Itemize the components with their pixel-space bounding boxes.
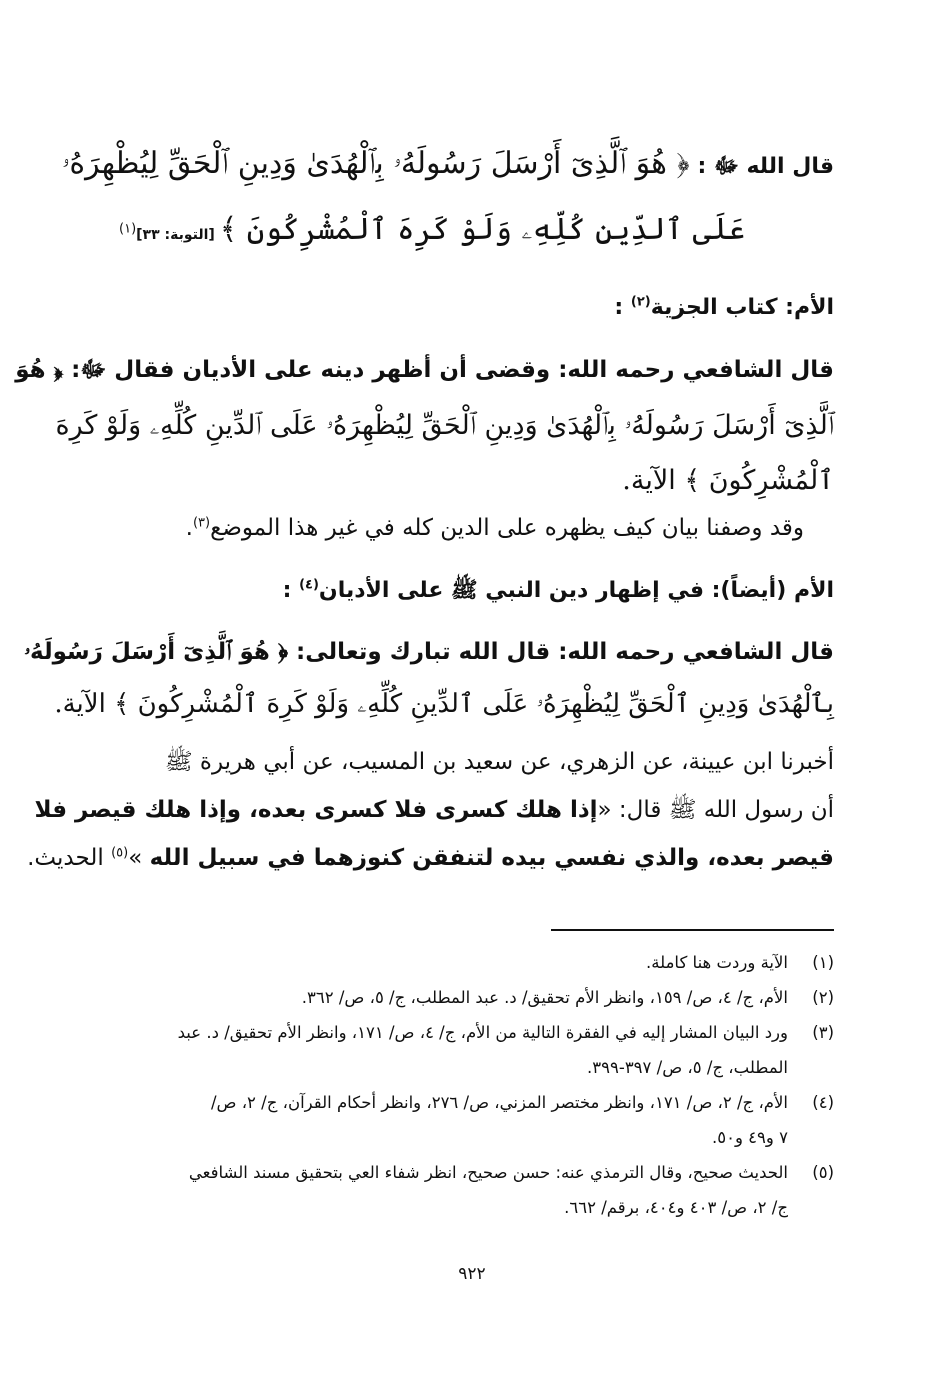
footnote-number: (٣) xyxy=(812,1023,834,1042)
quran-quote: عَلَى ٱلدِّينِ كُلِّهِۦ وَلَوْ كَرِهَ ٱلْمُشْرِكُونَ ﴾ xyxy=(219,212,746,247)
footnote-item xyxy=(99,1085,834,1155)
footnote-number: (٥) xyxy=(812,1163,834,1182)
section-title: الأم (أيضاً): في إظهار دين النبي ﷺ على الأديان xyxy=(318,578,834,603)
hadith-intro: أن رسول الله ﷺ قال: « xyxy=(597,797,834,823)
paragraph-line: ٱلَّذِىٓ أَرْسَلَ رَسُولَهُۥ بِٱلْهُدَىٰ وَدِينِ ٱلْحَقِّ لِيُظْهِرَهُۥ عَلَى ٱلدِّينِ كُلِّهِۦ وَلَوْ كَرِهَ xyxy=(55,410,834,441)
footnote-item xyxy=(99,980,834,1015)
hadith-text: قيصر بعده، والذي نفسي بيده لتنفقن كنوزهما في سبيل الله xyxy=(149,845,834,871)
heading-colon: : xyxy=(282,578,292,603)
footnote-marker: (٢) xyxy=(630,294,651,310)
footnote-separator xyxy=(551,929,834,931)
footnote-item xyxy=(99,945,834,980)
footnote-text: الحديث صحيح، وقال الترمذي عنه: حسن صحيح، انظر شفاء العي بتحقيق مسند الشافعي xyxy=(188,1163,788,1182)
paragraph-line: قال الشافعي رحمه الله: قال الله تبارك وتعالى: ﴿ هُوَ ٱلَّذِىٓ أَرْسَلَ رَسُولَهُۥ xyxy=(24,639,834,665)
footnote-text: الأم، ج/ ٤، ص/ ١٥٩، وانظر الأم تحقيق/ د. عبد المطلب، ج/ ٥، ص/ ٣٦٢. xyxy=(301,988,788,1007)
section1-paragraph-1 xyxy=(15,343,834,508)
paragraph-line xyxy=(27,834,834,882)
quran-quote: ﴿ هُوَ ٱلَّذِىٓ أَرْسَلَ رَسُولَهُۥ بِٱلْهُدَىٰ وَدِينِ ٱلْحَقِّ لِيُظْهِرَهُۥ xyxy=(61,146,690,181)
section-heading-2 xyxy=(99,573,834,609)
paragraph-line: بِٱلْهُدَىٰ وَدِينِ ٱلْحَقِّ لِيُظْهِرَهُۥ عَلَى ٱلدِّينِ كُلِّهِۦ وَلَوْ كَرِهَ ٱلْمُشْرِكُونَ ﴾ الآية. xyxy=(54,689,834,719)
footnote-text: ٧ و٤٩ و٥٠. xyxy=(711,1128,788,1147)
footnote-number: (٤) xyxy=(812,1093,834,1112)
paragraph-line xyxy=(34,786,834,834)
section2-paragraph-2 xyxy=(27,738,834,882)
section2-paragraph-1 xyxy=(24,626,834,730)
footnote-text: ج/ ٢، ص/ ٤٠٣ و٤٠٤، برقم/ ٦٦٢. xyxy=(564,1198,788,1217)
hadith-end: الحديث. xyxy=(27,845,112,871)
intro-prefix: قال الله ﷻ : xyxy=(689,154,834,179)
hadith-text: إذا هلك كسرى فلا كسرى بعده، وإذا هلك قيصر فلا xyxy=(34,797,598,823)
footnote-text: الأم، ج/ ٢، ص/ ١٧١، وانظر مختصر المزني، ص/ ٢٧٦، وانظر أحكام القرآن، ج/ ٢، ص/ xyxy=(210,1093,788,1112)
intro-verse xyxy=(61,133,834,266)
footnote-number: (١) xyxy=(812,953,834,972)
footnote-item xyxy=(99,1155,834,1225)
footnote-text: المطلب، ج/ ٥، ص/ ٣٩٧-٣٩٩. xyxy=(587,1058,788,1077)
footnote-text: ورد البيان المشار إليه في الفقرة التالية من الأم، ج/ ٤، ص/ ١٧١، وانظر الأم تحقيق/ د. عبد xyxy=(177,1023,788,1042)
intro-line-2 xyxy=(99,199,834,266)
footnote-marker: (٤) xyxy=(299,577,319,593)
paragraph-text: وقد وصفنا بيان كيف يظهره على الدين كله في غير هذا الموضع xyxy=(210,515,804,541)
paragraph-line: قال الشافعي رحمه الله: وقضى أن أظهر دينه على الأديان فقال ﷻ: ﴿ هُوَ xyxy=(15,357,834,383)
paragraph-end: . xyxy=(185,515,193,541)
hadith-close: » xyxy=(128,845,150,871)
footnote-text: الآية وردت هنا كاملة. xyxy=(646,953,788,972)
heading-colon: : xyxy=(614,295,624,320)
page-number: ٩٢٢ xyxy=(458,1264,486,1284)
section1-paragraph-2 xyxy=(99,508,834,548)
verse-reference: [التوبة: ٣٣] xyxy=(136,227,220,243)
footnote-marker: (٣) xyxy=(192,515,211,531)
section-heading-1 xyxy=(99,290,834,326)
footnote-item xyxy=(99,1015,834,1085)
paragraph-line: أخبرنا ابن عيينة، عن الزهري، عن سعيد بن المسيب، عن أبي هريرة ﷺ xyxy=(164,749,834,775)
footnotes xyxy=(99,945,834,1225)
footnote-number: (٢) xyxy=(812,988,834,1007)
section-title: الأم: كتاب الجزية xyxy=(650,295,834,320)
paragraph-line: ٱلْمُشْرِكُونَ ﴾ الآية. xyxy=(622,465,834,496)
intro-line-1 xyxy=(61,133,834,199)
footnote-marker: (١) xyxy=(119,221,137,237)
footnote-marker: (٥) xyxy=(111,845,129,861)
